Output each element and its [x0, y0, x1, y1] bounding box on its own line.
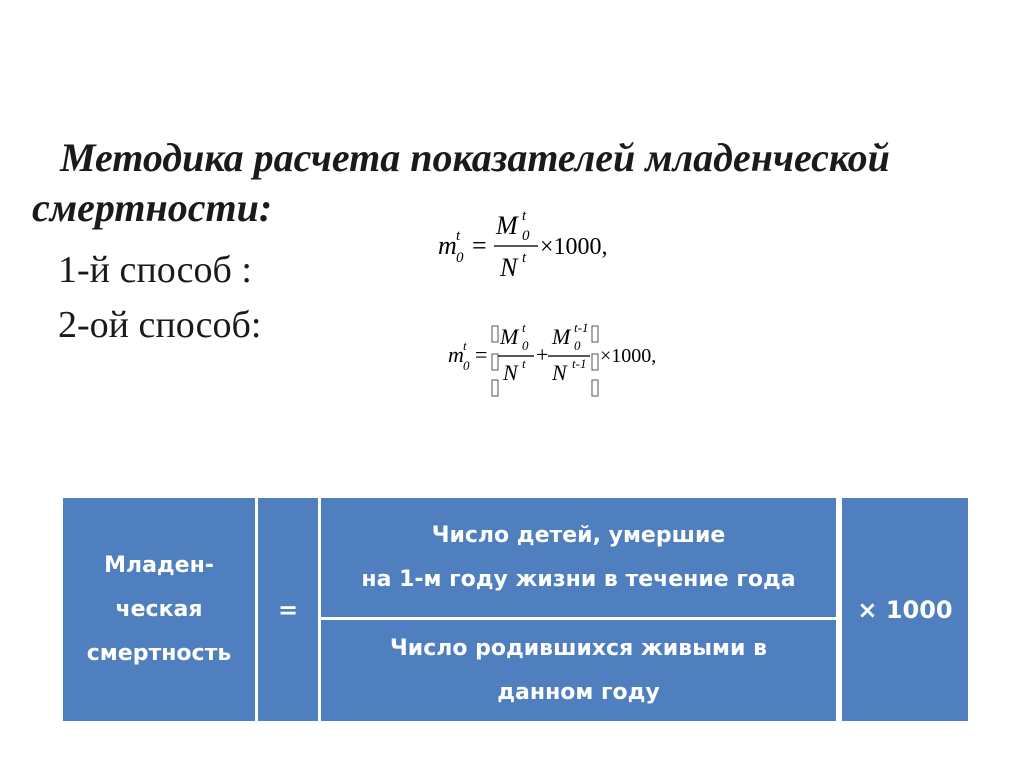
- f2-lhs: m: [448, 342, 464, 367]
- denominator-cell: [321, 620, 836, 721]
- f1-num: M: [496, 211, 518, 240]
- page-title: Методика расчета показателей младенческой смертности:: [32, 135, 890, 230]
- f2-lhs-sub: 0: [463, 358, 470, 373]
- f1-num-sub: 0: [522, 228, 530, 244]
- method-1-label: 1-й способ :: [58, 249, 252, 291]
- f2-num1-sub: 0: [522, 338, 529, 353]
- numerator-cell: [321, 498, 836, 617]
- formula-method-2: [448, 318, 678, 406]
- f2-num2: M: [552, 324, 571, 349]
- svg-text:+: +: [536, 342, 549, 367]
- denominator-label: Число родившихся живыми в данном году: [390, 635, 767, 705]
- f2-den2-sup: t-1: [572, 356, 587, 371]
- equals-cell: [258, 498, 318, 721]
- f1-den-sup: t: [522, 250, 527, 266]
- f1-lhs: m: [438, 231, 457, 260]
- formula-method-1: [438, 196, 638, 292]
- f2-factor: ×1000,: [600, 345, 657, 367]
- f2-den1-sup: t: [522, 356, 526, 371]
- f1-factor: ×1000,: [540, 234, 608, 260]
- f2-num2-sup: t-1: [574, 320, 589, 335]
- multiplier-cell: [842, 498, 968, 721]
- f1-lhs-sup: t: [456, 228, 461, 244]
- method-2-label: 2-ой способ:: [58, 304, 262, 346]
- f2-num2-sub: 0: [574, 338, 581, 353]
- numerator-label: Число детей, умершие на 1-м году жизни в течение года: [361, 522, 796, 592]
- svg-text:=: =: [472, 231, 487, 260]
- f2-den2: N: [552, 360, 567, 385]
- f2-num1-sup: t: [522, 320, 526, 335]
- f2-lhs-sup: t: [463, 338, 467, 353]
- f1-den: N: [500, 253, 518, 282]
- svg-text:=: =: [475, 342, 488, 367]
- multiplier-label: × 1000: [857, 595, 953, 624]
- equals-sign: =: [277, 595, 299, 624]
- term-cell: [63, 498, 255, 721]
- f1-lhs-sub: 0: [456, 250, 464, 266]
- f1-num-sup: t: [522, 208, 527, 224]
- term-label: Младен- ческая смертность: [86, 552, 232, 666]
- f2-num1: M: [500, 324, 519, 349]
- f2-den1: N: [503, 360, 518, 385]
